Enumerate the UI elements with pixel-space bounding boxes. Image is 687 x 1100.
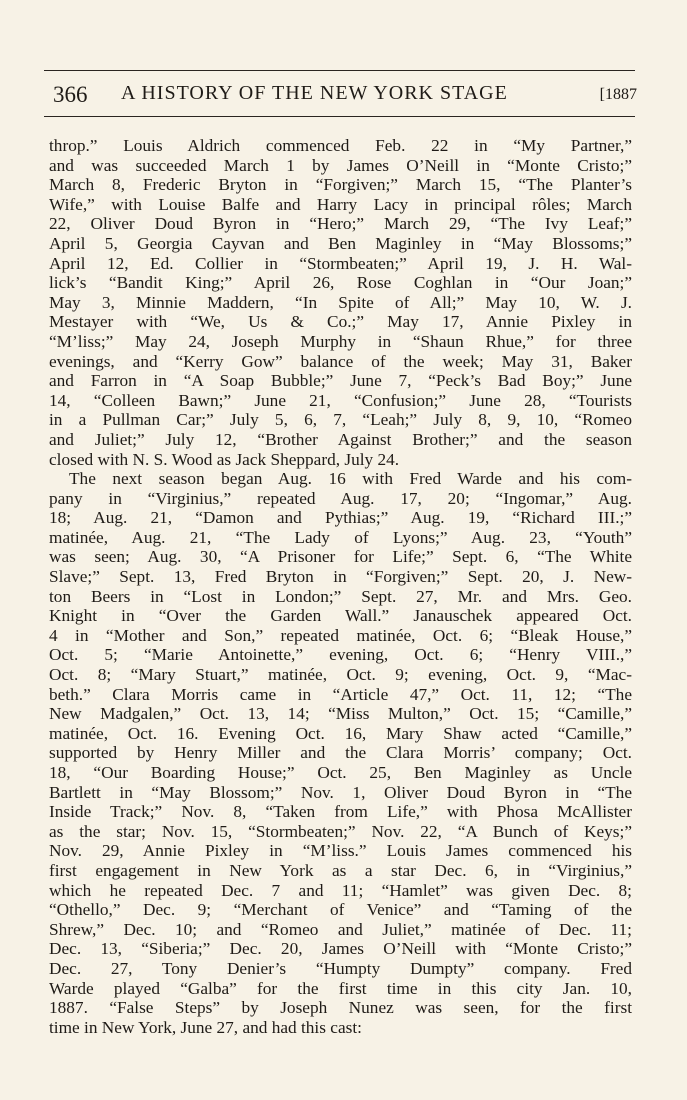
text-line: supported by Henry Miller and the Clara Morris’ company; Oct.	[49, 743, 632, 763]
text-line: April 5, Georgia Cayvan and Ben Maginley in “May Blossoms;”	[49, 233, 632, 253]
text-line: and Juliet;” July 12, “Brother Against Brother;” and the season	[49, 429, 632, 449]
text-line: and was succeeded March 1 by James O’Neill in “Monte Cristo;”	[49, 155, 632, 175]
top-rule	[44, 70, 635, 71]
text-line: March 8, Frederic Bryton in “Forgiven;” March 15, “The Planter’s	[49, 175, 632, 195]
text-line: Dec. 13, “Siberia;” Dec. 20, James O’Neill with “Monte Cristo;”	[49, 939, 632, 959]
running-head	[44, 78, 637, 112]
text-line: Inside Track;” Nov. 8, “Taken from Life,” with Phosa McAllister	[49, 802, 632, 822]
page-number: 366	[53, 82, 88, 107]
text-line: which he repeated Dec. 7 and 11; “Hamlet” was given Dec. 8;	[49, 880, 632, 900]
running-year: [1887	[599, 86, 637, 103]
text-line: matinée, Oct. 16. Evening Oct. 16, Mary Shaw acted “Camille,”	[49, 723, 632, 743]
header-rule	[44, 116, 635, 117]
text-line: April 12, Ed. Collier in “Stormbeaten;” April 19, J. H. Wal-	[49, 253, 632, 273]
text-line: 4 in “Mother and Son,” repeated matinée, Oct. 6; “Bleak House,”	[49, 625, 632, 645]
text-line: Warde played “Galba” for the first time in this city Jan. 10,	[49, 978, 632, 998]
text-line: pany in “Virginius,” repeated Aug. 17, 20; “Ingomar,” Aug.	[49, 488, 632, 508]
text-line: Bartlett in “May Blossom;” Nov. 1, Oliver Doud Byron in “The	[49, 782, 632, 802]
text-line: 22, Oliver Doud Byron in “Hero;” March 29, “The Ivy Leaf;”	[49, 214, 632, 234]
text-line: Mestayer with “We, Us & Co.;” May 17, Annie Pixley in	[49, 312, 632, 332]
text-line: Oct. 5; “Marie Antoinette,” evening, Oct. 6; “Henry VIII.,”	[49, 645, 632, 665]
text-line: Nov. 29, Annie Pixley in “M’liss.” Louis James commenced his	[49, 841, 632, 861]
text-line: beth.” Clara Morris came in “Article 47,” Oct. 11, 12; “The	[49, 684, 632, 704]
text-line: closed with N. S. Wood as Jack Sheppard, July 24.	[49, 449, 400, 469]
text-line: Knight in “Over the Garden Wall.” Janauschek appeared Oct.	[49, 606, 632, 626]
running-title: A HISTORY OF THE NEW YORK STAGE	[121, 82, 508, 104]
text-line: throp.” Louis Aldrich commenced Feb. 22 in “My Partner,”	[49, 136, 632, 155]
text-line: 1887. “False Steps” by Joseph Nunez was seen, for the first	[49, 998, 632, 1018]
text-line: was seen; Aug. 30, “A Prisoner for Life;” Sept. 6, “The White	[49, 547, 632, 567]
text-line: as the star; Nov. 15, “Stormbeaten;” Nov. 22, “A Bunch of Keys;”	[49, 821, 632, 841]
text-line: “Othello,” Dec. 9; “Merchant of Venice” and “Taming of the	[49, 900, 632, 920]
text-line: Slave;” Sept. 13, Fred Bryton in “Forgiven;” Sept. 20, J. New-	[49, 567, 632, 587]
text-line: Wife,” with Louise Balfe and Harry Lacy in principal rôles; March	[49, 194, 632, 214]
text-line: 14, “Colleen Bawn;” June 21, “Confusion;” June 28, “Tourists	[49, 390, 632, 410]
text-line: The next season began Aug. 16 with Fred Warde and his com-	[69, 469, 632, 489]
text-line: in a Pullman Car;” July 5, 6, 7, “Leah;” July 8, 9, 10, “Romeo	[49, 410, 632, 430]
text-line: Shrew,” Dec. 10; and “Romeo and Juliet,” matinée of Dec. 11;	[49, 919, 632, 939]
body-text	[49, 136, 632, 1037]
text-line: Oct. 8; “Mary Stuart,” matinée, Oct. 9; evening, Oct. 9, “Mac-	[49, 665, 632, 685]
text-line: “M’liss;” May 24, Joseph Murphy in “Shaun Rhue,” for three	[49, 331, 632, 351]
text-line: first engagement in New York as a star Dec. 6, in “Virginius,”	[49, 860, 632, 880]
text-line: lick’s “Bandit King;” April 26, Rose Coghlan in “Our Joan;”	[49, 273, 632, 293]
text-line: evenings, and “Kerry Gow” balance of the week; May 31, Baker	[49, 351, 632, 371]
text-line: 18; Aug. 21, “Damon and Pythias;” Aug. 19, “Richard III.;”	[49, 508, 632, 528]
text-line: ton Beers in “Lost in London;” Sept. 27, Mr. and Mrs. Geo.	[49, 586, 632, 606]
text-line: New Madgalen,” Oct. 13, 14; “Miss Multon,” Oct. 15; “Camille,”	[49, 704, 632, 724]
text-line: and Farron in “A Soap Bubble;” June 7, “Peck’s Bad Boy;” June	[49, 371, 632, 391]
text-line: 18, “Our Boarding House;” Oct. 25, Ben Maginley as Uncle	[49, 763, 632, 782]
text-line: May 3, Minnie Maddern, “In Spite of All;” May 10, W. J.	[49, 292, 632, 312]
text-line: Dec. 27, Tony Denier’s “Humpty Dumpty” company. Fred	[49, 958, 632, 978]
text-line: matinée, Aug. 21, “The Lady of Lyons;” Aug. 23, “Youth”	[49, 527, 632, 547]
text-line: time in New York, June 27, and had this cast:	[49, 1017, 362, 1037]
